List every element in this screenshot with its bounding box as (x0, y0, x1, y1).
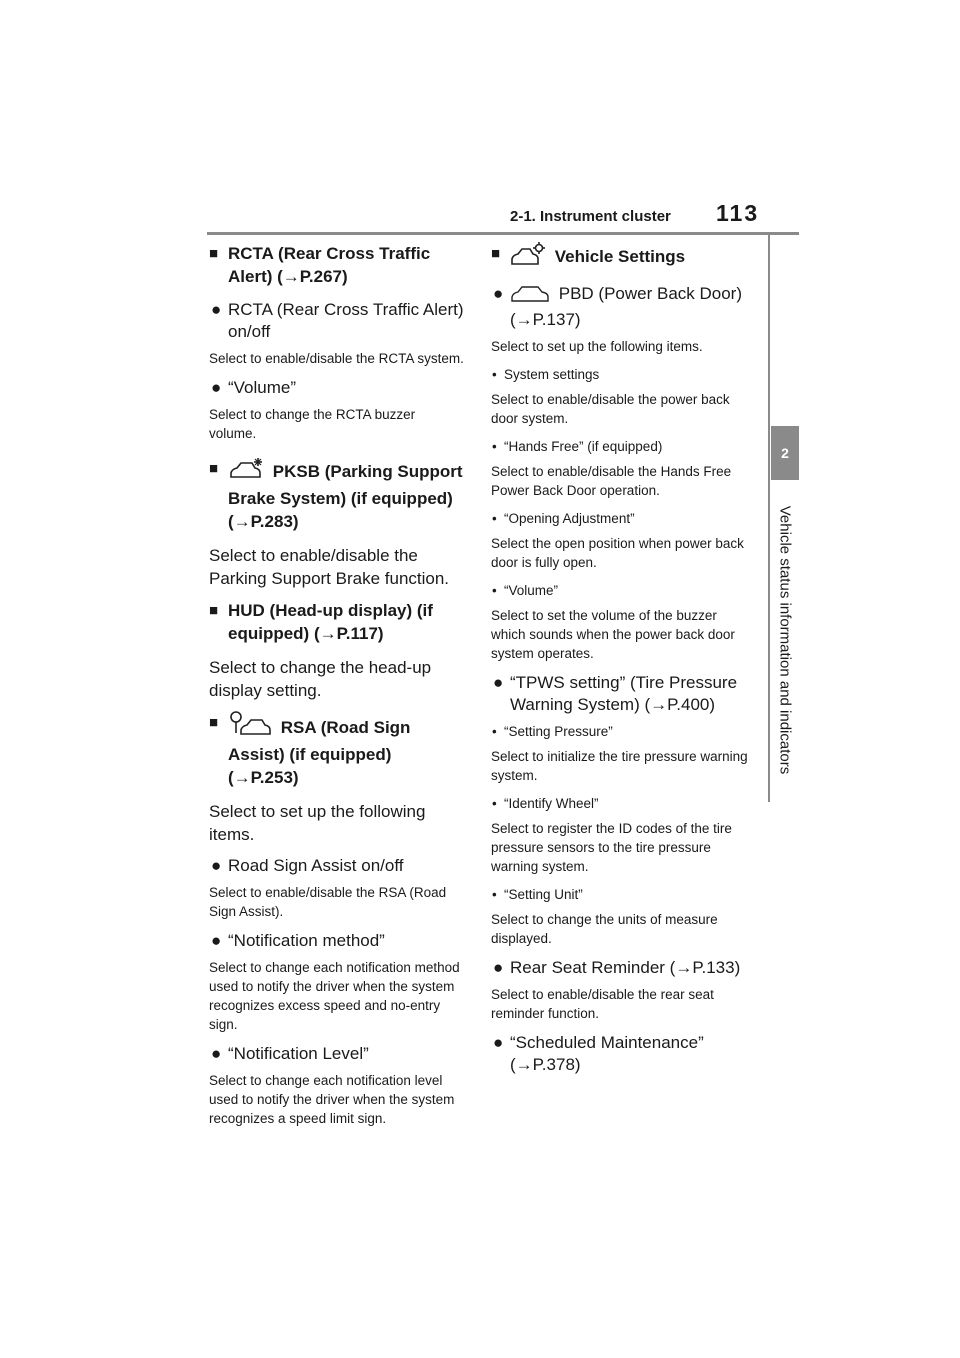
small-bullet-icon: • (492, 367, 497, 382)
car-outline-icon (510, 285, 550, 309)
bullet-item: ● “Notification Level” (211, 1044, 369, 1063)
bullet-icon: ● (493, 284, 504, 303)
left-column (209, 242, 465, 1137)
bullet-icon: ● (493, 958, 504, 977)
bullet-icon: ● (493, 1033, 504, 1052)
rsa-heading: ■ RSA (Road Sign Assist) (if equipped) (→P.253) (209, 711, 465, 789)
bullet-icon: ● (211, 300, 222, 319)
note-text: Select to register the ID codes of the tire pressure sensors to the tire pressure warning system. (491, 821, 732, 874)
body-text: Select to set up the following items. (209, 802, 426, 844)
rcta-heading: ■ RCTA (Rear Cross Traffic Alert) (→P.267) (209, 244, 431, 286)
note-text: Select to change the units of measure displayed. (491, 912, 718, 946)
hud-heading: ■ HUD (Head-up display) (if equipped) (→P.117) (209, 601, 433, 643)
note-text: Select to enable/disable the RCTA system. (209, 351, 464, 366)
small-bullet-icon: • (492, 583, 497, 598)
small-bullet-icon: • (492, 511, 497, 526)
note-text: Select to change the RCTA buzzer volume. (209, 407, 416, 441)
sub-item: • “Setting Unit” (492, 887, 583, 902)
small-bullet-icon: • (492, 439, 497, 454)
sub-item: • “Opening Adjustment” (492, 511, 635, 526)
vehicle-settings-heading: ■ Vehicle Settings (491, 242, 753, 272)
square-icon: ■ (209, 245, 219, 262)
pksb-heading: ■ PKSB (Parking Support Brake System) (if equipped) (→P.283) (209, 457, 465, 533)
square-icon: ■ (491, 245, 501, 262)
section-title: 2-1. Instrument cluster (510, 208, 671, 225)
note-text: Select to enable/disable the RSA (Road Sign Assist). (209, 885, 447, 919)
bullet-icon: ● (211, 378, 222, 397)
car-sensor-icon (228, 457, 264, 487)
bullet-item: ● Rear Seat Reminder (→P.133) (493, 958, 741, 977)
bullet-item: ● “TPWS setting” (Tire Pressure Warning System) (→P.400) (493, 673, 738, 714)
bullet-icon: ● (211, 1044, 222, 1063)
sub-item: • “Setting Pressure” (492, 724, 613, 739)
body-text: Select to enable/disable the Parking Support Brake function. (209, 546, 450, 588)
chapter-label: Vehicle status information and indicators (776, 505, 794, 775)
sign-car-icon (228, 711, 272, 743)
sub-item: • “Hands Free” (if equipped) (492, 439, 663, 454)
small-bullet-icon: • (492, 887, 497, 902)
body-text: Select to change the head-up display setting. (209, 658, 432, 700)
square-icon: ■ (209, 602, 219, 619)
note-text: Select the open position when power back door is fully open. (491, 536, 744, 570)
right-column (491, 242, 753, 1082)
sub-item: • “Volume” (492, 583, 559, 598)
bullet-icon: ● (211, 931, 222, 950)
note-text: Select to initialize the tire pressure warning system. (491, 749, 748, 783)
chapter-badge: 2 (771, 426, 799, 480)
note-text: Select to enable/disable the power back door system. (491, 392, 730, 426)
note-text: Select to enable/disable the rear seat reminder function. (491, 987, 714, 1021)
small-bullet-icon: • (492, 796, 497, 811)
note-text: Select to set the volume of the buzzer which sounds when the power back door system operates. (491, 608, 735, 661)
note-text: Select to set up the following items. (491, 339, 703, 354)
bullet-item: ● “Notification method” (211, 931, 385, 950)
sub-item: • “Identify Wheel” (492, 796, 599, 811)
bullet-icon: ● (211, 856, 222, 875)
square-icon: ■ (209, 460, 219, 477)
sub-item: • System settings (492, 367, 600, 382)
note-text: Select to change each notification method used to notify the driver when the system recognizes excess speed and no-entry sign. (209, 960, 460, 1032)
bullet-item: ● “Volume” (211, 378, 297, 397)
bullet-item: ● “Scheduled Maintenance” (→P.378) (493, 1033, 704, 1074)
car-gear-icon (510, 242, 546, 272)
bullet-icon: ● (493, 673, 504, 692)
header-rule (207, 232, 799, 235)
small-bullet-icon: • (492, 724, 497, 739)
bullet-item: ● RCTA (Rear Cross Traffic Alert) on/off (211, 300, 464, 341)
bullet-item: ● Road Sign Assist on/off (211, 856, 404, 875)
bullet-item: ● PBD (Power Back Door) (→P.137) (493, 284, 743, 329)
note-text: Select to change each notification level used to notify the driver when the system recognizes a speed limit sign. (209, 1073, 455, 1126)
side-rule (768, 232, 770, 802)
page-number: 113 (716, 200, 760, 226)
square-icon: ■ (209, 714, 219, 731)
note-text: Select to enable/disable the Hands Free Power Back Door operation. (491, 464, 732, 498)
